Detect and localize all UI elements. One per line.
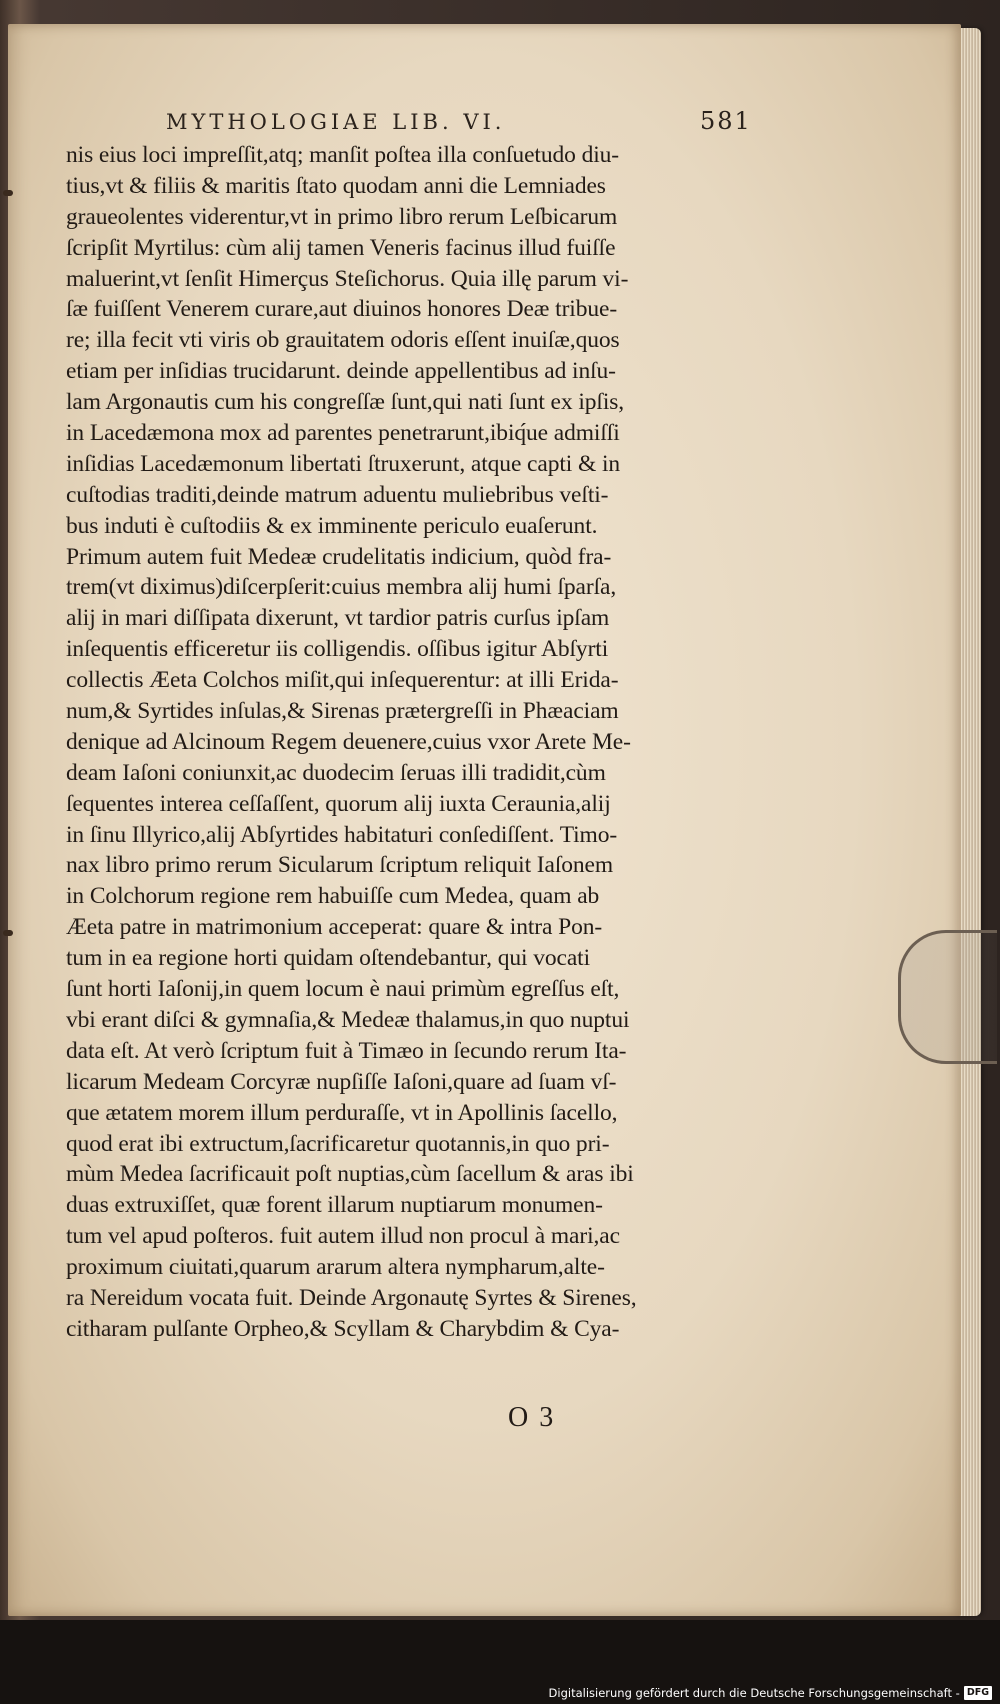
text-line: ſequentes interea ceſſaſſent, quorum alij iuxta Ceraunia,alij [66,790,611,817]
dfg-logo: DFG [964,1686,992,1700]
margin-mark [3,190,13,196]
text-line: ra Nereidum vocata fuit. Deinde Argonautę Syrtes & Sirenes, [66,1284,637,1311]
text-line: mùm Medea ſacrificauit poſt nuptias,cùm ſacellum & aras ibi [66,1161,634,1188]
text-line: nax libro primo rerum Sicularum ſcriptum reliquit Iaſonem [66,852,614,879]
text-line: ſcripſit Myrtilus: cùm alij tamen Veneris facinus illud fuiſſe [66,234,616,261]
text-line: ſæ fuiſſent Venerem curare,aut diuinos honores Deæ tribue- [66,296,618,323]
margin-mark [3,930,13,936]
book-page [8,24,961,1616]
body-text [66,140,756,1390]
footer-credit [549,1684,992,1702]
page-number: 581 [700,107,752,135]
text-line: maluerint,vt ſenſit Himerçus Steſichorus. Quia illę parum vi- [66,265,629,292]
text-line: que ætatem morem illum perduraſſe, vt in Apollinis ſacello, [66,1099,618,1126]
text-line: inſequentis efficeretur iis colligendis. oſſibus igitur Abſyrti [66,636,609,663]
text-line: lam Argonautis cum his congreſſæ ſunt,qui nati ſunt ex ipſis, [66,389,625,416]
text-line: tum in ea regione horti quidam oſtendebantur, qui vocati [66,945,591,972]
text-line: cuſtodias traditi,deinde matrum aduentu muliebribus veſti- [66,481,609,508]
footer-credit-text: Digitalisierung gefördert durch die Deutsche Forschungsgemeinschaft - [548,1686,960,1700]
text-line: denique ad Alcinoum Regem deuenere,cuius vxor Arete Me- [66,728,631,755]
text-line: deam Iaſoni coniunxit,ac duodecim ſeruas illi tradidit,cùm [66,759,606,786]
text-line: Primum autem fuit Medeæ crudelitatis indicium, quòd fra- [66,543,612,570]
text-line: citharam pulſante Orpheo,& Scyllam & Charybdim & Cya- [66,1315,620,1342]
text-line: in Colchorum regione rem habuiſſe cum Medea, quam ab [66,883,600,910]
text-line: licarum Medeam Corcyræ nupſiſſe Iaſoni,quare ad ſuam vſ- [66,1068,617,1095]
signature-mark: O 3 [508,1402,556,1433]
text-line: tum vel apud poſteros. fuit autem illud non procul à mari,ac [66,1223,620,1250]
text-line: Æeta patre in matrimonium acceperat: quare & intra Pon- [66,914,603,941]
text-line: tius,vt & filiis & maritis ſtato quodam anni die Lemniades [66,172,606,199]
text-line: vbi erant diſci & gymnaſia,& Medeæ thalamus,in quo nuptui [66,1006,630,1033]
book-clasp [898,930,997,1064]
text-line: in Lacedæmona mox ad parentes penetrarunt,ibiq́ue admiſſi [66,420,620,447]
text-line: bus induti è cuſtodiis & ex imminente periculo euaſerunt. [66,512,598,539]
text-line: graueolentes viderentur,vt in primo libro rerum Leſbicarum [66,203,618,230]
text-line: inſidias Lacedæmonum libertati ſtruxerunt, atque capti & in [66,450,621,477]
text-line: nis eius loci impreſſit,atq; manſit poſtea illa conſuetudo diu- [66,142,620,168]
text-line: num,& Syrtides inſulas,& Sirenas prætergreſſi in Phæaciam [66,698,619,725]
text-line: in ſinu Illyrico,alij Abſyrtides habitaturi conſediſſent. Timo- [66,821,618,848]
running-head [8,107,961,136]
running-head-title: MYTHOLOGIAE LIB. VI. [166,110,506,134]
text-line: re; illa fecit vti viris ob grauitatem odoris eſſent inuiſæ,quos [66,327,620,354]
text-line: data eſt. At verò ſcriptum fuit à Timæo in ſecundo rerum Ita- [66,1037,627,1064]
text-line: etiam per inſidias trucidarunt. deinde appellentibus ad inſu- [66,358,616,385]
text-line: duas extruxiſſet, quæ forent illarum nuptiarum monumen- [66,1192,603,1219]
text-line: alij in mari diſſipata dixerunt, vt tardior patris curſus ipſam [66,605,610,632]
text-line: quod erat ibi extructum,ſacrificaretur quotannis,in quo pri- [66,1130,610,1157]
text-line: collectis Æeta Colchos miſit,qui inſequerentur: at illi Erida- [66,667,619,694]
text-line: proximum ciuitati,quarum ararum altera nympharum,alte- [66,1254,605,1281]
text-line: trem(vt diximus)diſcerpſerit:cuius membra alij humi ſparſa, [66,574,617,601]
text-line: ſunt horti Iaſonij,in quem locum è naui primùm egreſſus eſt, [66,976,620,1003]
